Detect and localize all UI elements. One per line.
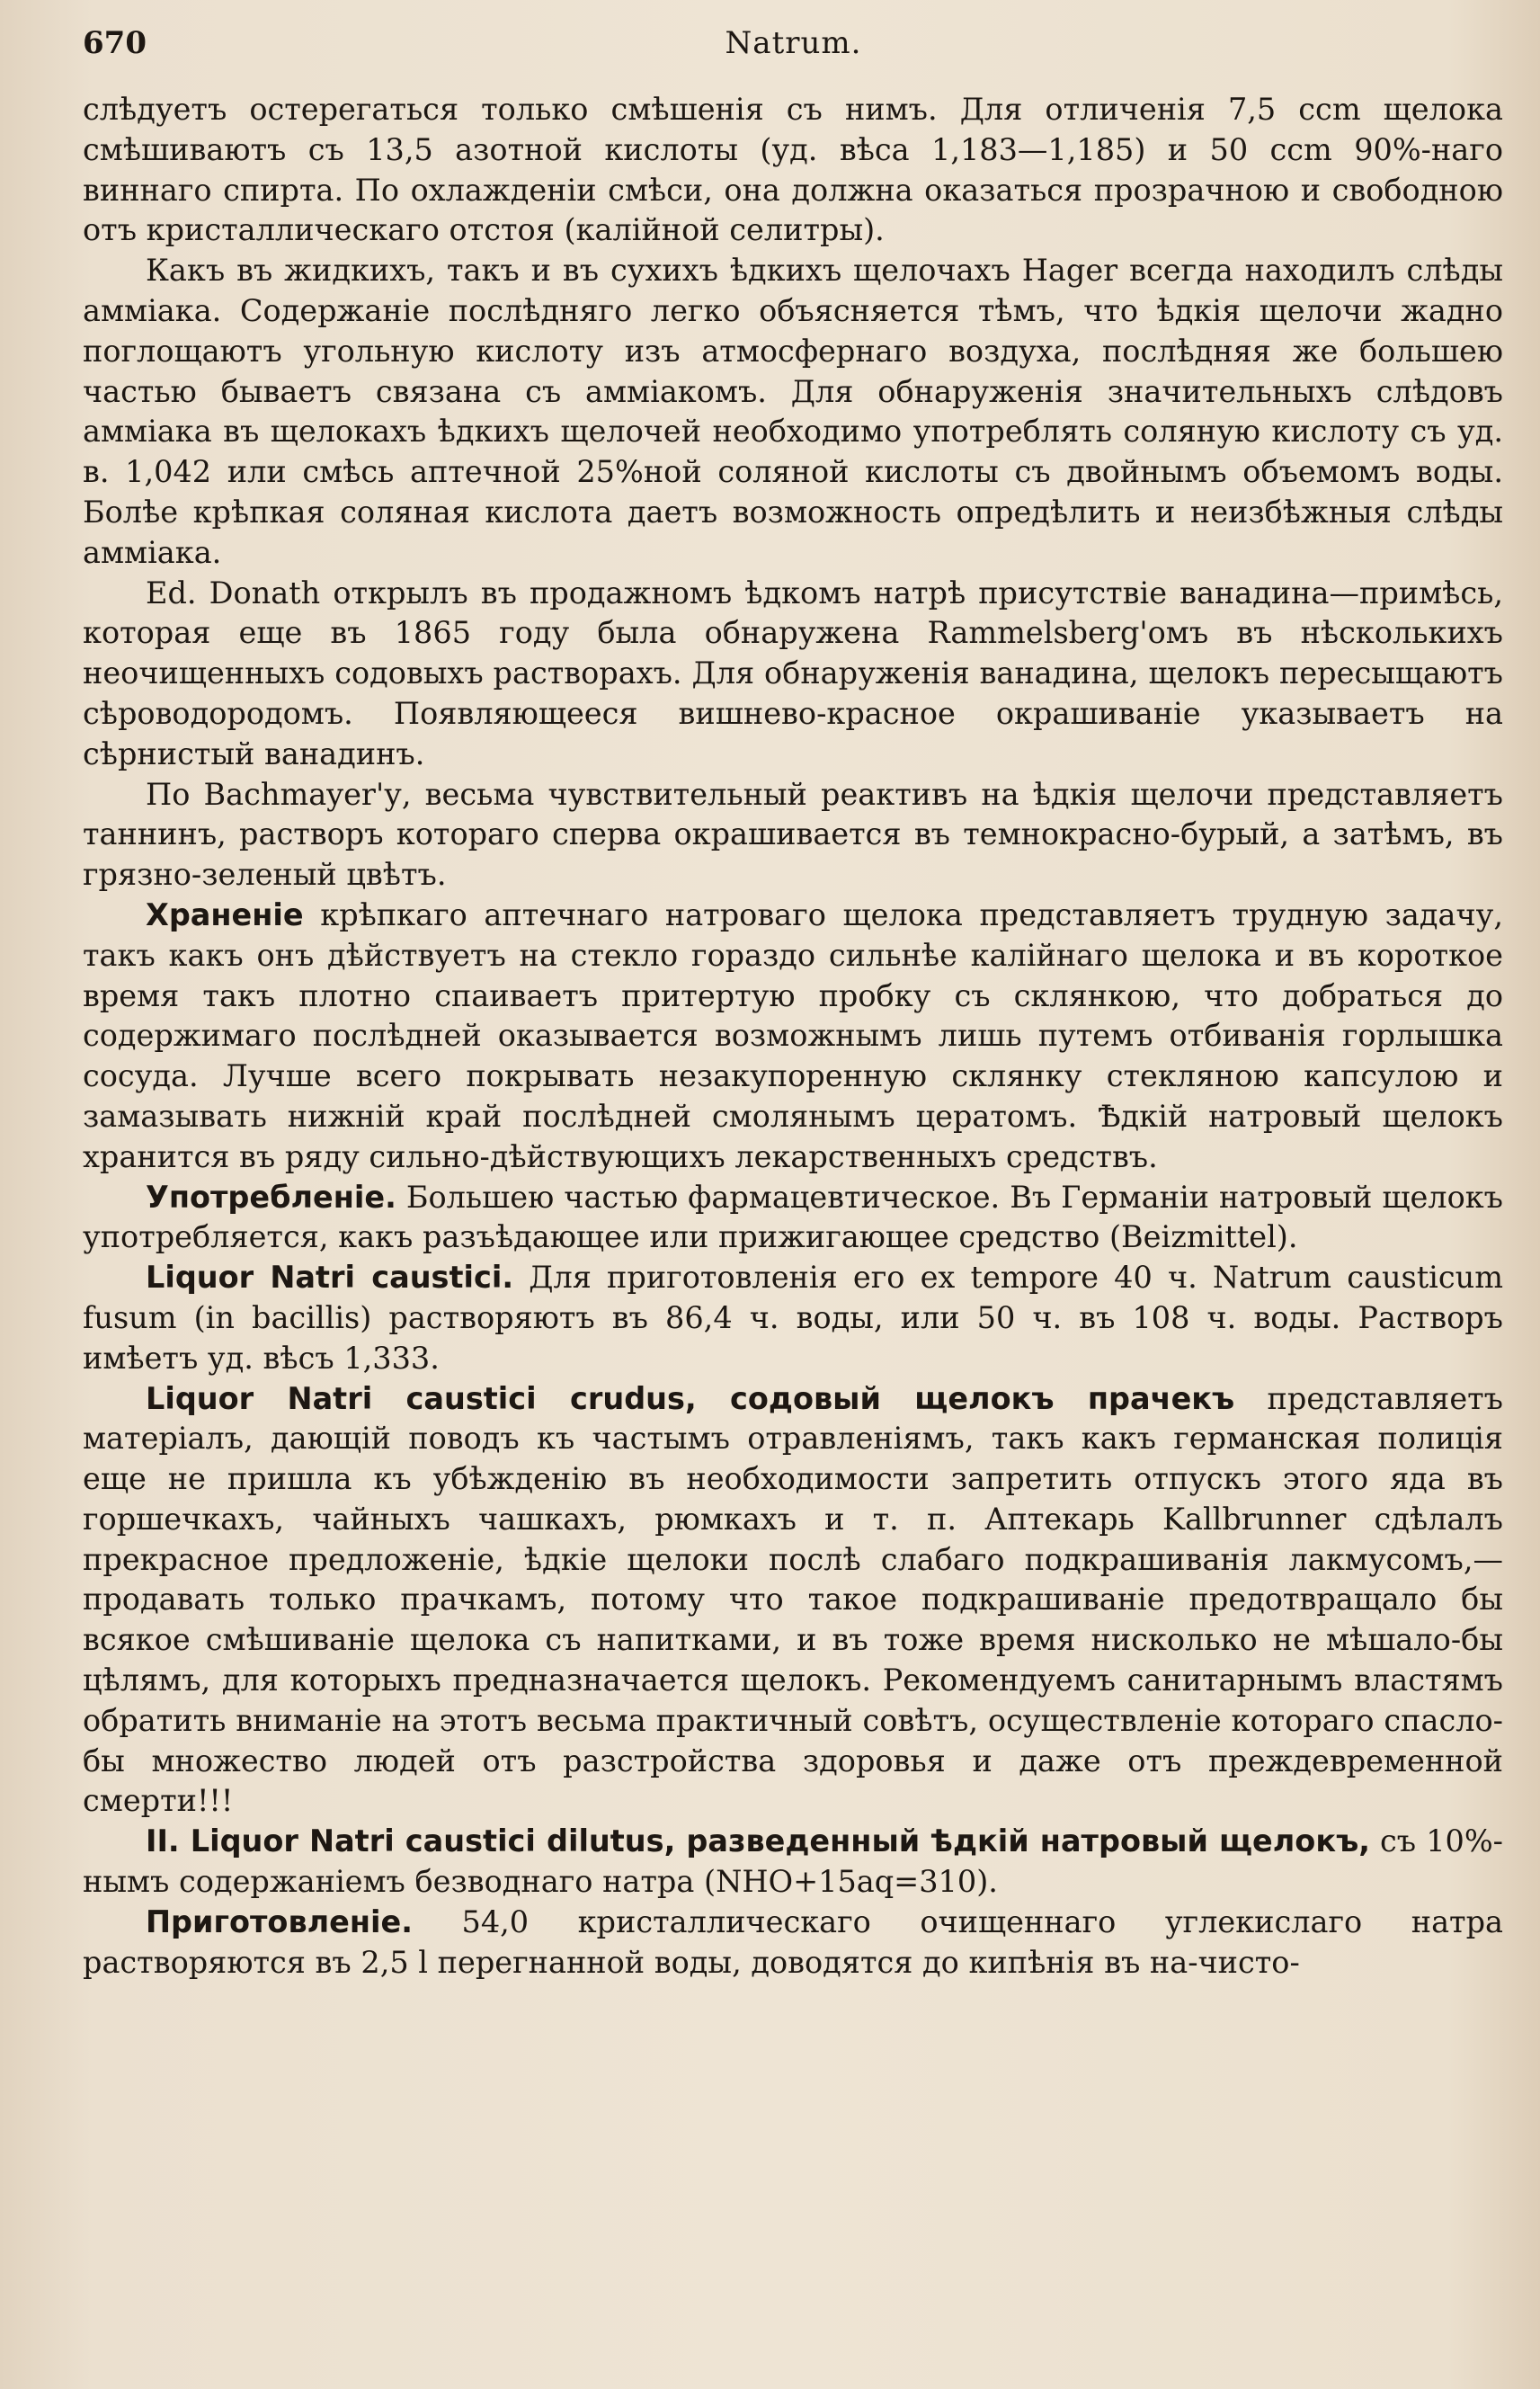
section-heading-storage: Храненіе: [146, 896, 304, 932]
paragraph-usage: [83, 1178, 1503, 1259]
paragraph-liquor-dilutus: [83, 1822, 1503, 1903]
paragraph-liquor-crudus: [83, 1379, 1503, 1823]
paragraph-storage: [83, 896, 1503, 1178]
paragraph-vanadium: [83, 574, 1503, 775]
paragraph-text: По Bachmayer'у, весьма чувствительный реактивъ на ѣдкія щелочи представляетъ таннинъ, растворъ котораго сперва окрашивается въ темнокрасно-бурый, а затѣмъ, въ грязно-зеленый цвѣтъ.: [83, 776, 1503, 893]
section-heading-liquor-dilutus: II. Liquor Natri caustici dilutus, разведенный ѣдкій натровый щелокъ,: [146, 1823, 1370, 1859]
section-heading-usage: Употребленіе.: [146, 1179, 396, 1215]
paragraph-text: Большею частью фармацевтическое. Въ Германіи натровый щелокъ употребляется, какъ разъѣдающее или прижигающее средство (Beizmittel).: [83, 1179, 1503, 1255]
paragraph-text: съ 10%-нымъ содержаніемъ безводнаго натра (NHO+15aq=310).: [83, 1823, 1503, 1900]
page-body: [83, 90, 1503, 1983]
paragraph-text: слѣдуетъ остерегаться только смѣшенія съ нимъ. Для отличенія 7,5 ccm щелока смѣшиваютъ съ 13,5 азотной кислоты (уд. вѣса 1,183—1,185) и 50 ccm 90%-наго виннаго спирта. По охлажденіи смѣси, она должна оказаться прозрачною и свободною отъ кристаллическаго отстоя (калійной селитры).: [83, 92, 1503, 248]
section-heading-preparation: Приготовленіе.: [146, 1903, 413, 1939]
paragraph-mixture-test: [83, 90, 1503, 251]
running-title: Natrum.: [725, 25, 862, 61]
paragraph-preparation: [83, 1903, 1503, 1983]
paragraph-text: Для приготовленія его ex tempore 40 ч. Natrum causticum fusum (in bacillis) растворяютъ въ 86,4 ч. воды, или 50 ч. въ 108 ч. воды. Растворъ имѣетъ уд. вѣсъ 1,333.: [83, 1260, 1503, 1376]
page-number: 670: [83, 25, 147, 61]
paragraph-text: Какъ въ жидкихъ, такъ и въ сухихъ ѣдкихъ щелочахъ Hager всегда находилъ слѣды амміака. Содержаніе послѣдняго легко объясняется тѣмъ, что ѣдкія щелочи жадно поглощаютъ угольную кислоту изъ атмосфернаго воздуха, послѣдняя же большею частью бываетъ связана съ амміакомъ. Для обнаруженія значительныхъ слѣдовъ амміака въ щелокахъ ѣдкихъ щелочей необходимо употреблять соляную кислоту съ уд. в. 1,042 или смѣсь аптечной 25%ной соляной кислоты съ двойнымъ объемомъ воды. Болѣе крѣпкая соляная кислота даетъ возможность опредѣлить и неизбѣжныя слѣды амміака.: [83, 253, 1503, 570]
page-header: [83, 20, 1504, 74]
section-heading-liquor-crudus: Liquor Natri caustici crudus, содовый щелокъ прачекъ: [146, 1380, 1235, 1416]
paragraph-text: Ed. Donath открылъ въ продажномъ ѣдкомъ натрѣ присутствіе ванадина—примѣсь, которая еще въ 1865 году была обнаружена Rammelsberg'омъ въ нѣсколькихъ неочищенныхъ содовыхъ растворахъ. Для обнаруженія ванадина, щелокъ пересыщаютъ сѣроводородомъ. Появляющееся вишнево-красное окрашиваніе указываетъ на сѣрнистый ванадинъ.: [83, 575, 1503, 771]
paragraph-text: представляетъ матеріалъ, дающій поводъ къ частымъ отравленіямъ, такъ какъ германская полиція еще не пришла къ убѣжденію въ необходимости запретить отпускъ этого яда въ горшечкахъ, чайныхъ чашкахъ, рюмкахъ и т. п. Аптекарь Kallbrunner сдѣлалъ прекрасное предложеніе, ѣдкіе щелоки послѣ слабаго подкрашиванія лакмусомъ,—продавать только прачкамъ, потому что такое подкрашиваніе предотвращало бы всякое смѣшиваніе щелока съ напитками, и въ тоже время нисколько не мѣшало-бы цѣлямъ, для которыхъ предназначается щелокъ. Рекомендуемъ санитарнымъ властямъ обратить вниманіе на этотъ весьма практичный совѣтъ, осуществленіе котораго спасло-бы множество людей отъ разстройства здоровья и даже отъ преждевременной смерти!!!: [83, 1380, 1503, 1819]
paragraph-liquor-natri-caustici: [83, 1258, 1503, 1378]
section-heading-liquor-natri-caustici: Liquor Natri caustici.: [146, 1260, 514, 1296]
paragraph-tannin-reagent: [83, 775, 1503, 896]
paragraph-text: 54,0 кристаллическаго очищеннаго углекислаго натра растворяются въ 2,5 l перегнанной воды, доводятся до кипѣнія въ на-чисто-: [83, 1903, 1503, 1980]
paragraph-ammonia-traces: [83, 251, 1503, 573]
paragraph-text: крѣпкаго аптечнаго натроваго щелока представляетъ трудную задачу, такъ какъ онъ дѣйствуетъ на стекло гораздо сильнѣе калійнаго щелока и въ короткое время такъ плотно спаиваетъ притертую пробку съ склянкою, что добраться до содержимаго послѣдней оказывается возможнымъ лишь путемъ отбиванія горлышка сосуда. Лучше всего покрывать незакупоренную склянку стекляною капсулою и замазывать нижній край послѣдней смолянымъ цератомъ. Ѣдкій натровый щелокъ хранится въ ряду сильно-дѣйствующихъ лекарственныхъ средствъ.: [83, 896, 1503, 1174]
